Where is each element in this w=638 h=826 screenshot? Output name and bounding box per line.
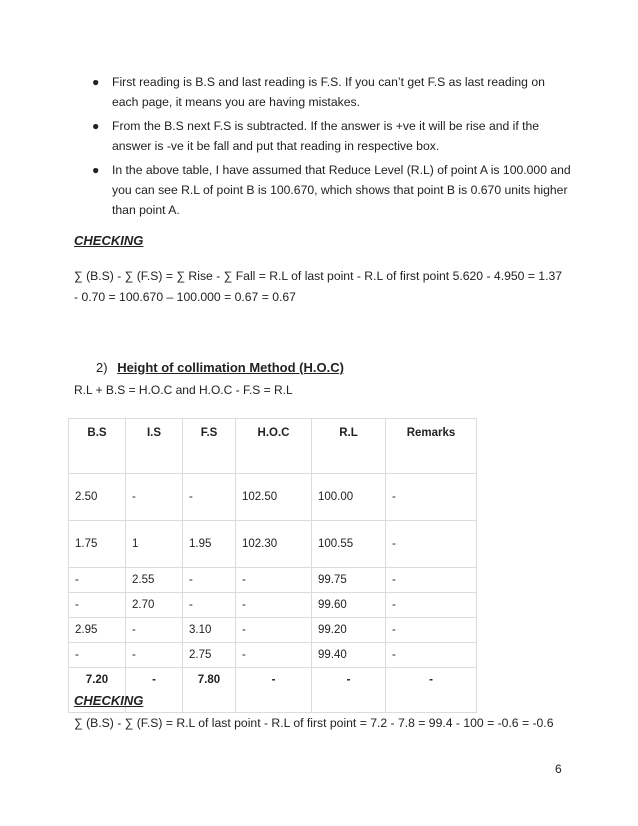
bullet-dot: ● [92,163,100,177]
bullet-text: First reading is B.S and last reading is F.S. If you can’t get F.S as last reading on each page, it means you are having mistakes. [112,75,545,109]
table-cell: - [386,474,477,521]
table-cell: 99.60 [312,593,386,618]
bullet-text: In the above table, I have assumed that Reduce Level (R.L) of point A is 100.000 and you can see R.L of point B is 100.670, which shows that point B is 0.670 units higher than point A. [112,163,571,217]
table-cell: 2.70 [126,593,183,618]
checking-text-1: ∑ (B.S) - ∑ (F.S) = ∑ Rise - ∑ Fall = R.L of last point - R.L of first point 5.620 - 4.950 = 1.37 - 0.70 = 100.670 – 100.000 = 0.67 = 0.67 [74,269,563,304]
header-rl: R.L [312,419,386,474]
table-header-row [69,419,477,474]
table-cell: - [126,618,183,643]
table-row [69,474,477,521]
table-cell: - [386,643,477,668]
total-cell: - [312,668,386,713]
table-cell: 100.00 [312,474,386,521]
table-cell: 99.40 [312,643,386,668]
header-hoc: H.O.C [236,419,312,474]
table-cell: 2.55 [126,568,183,593]
table-cell: 102.50 [236,474,312,521]
table-cell: 100.55 [312,521,386,568]
table-cell: - [183,474,236,521]
total-cell: 7.20 [69,668,126,713]
table-row [69,521,477,568]
table-cell: - [183,593,236,618]
table-cell: - [236,618,312,643]
hoc-table [68,418,477,713]
table-cell: - [69,593,126,618]
header-remarks: Remarks [386,419,477,474]
bullet-dot: ● [92,75,100,89]
table-cell: - [236,568,312,593]
table-cell: 2.95 [69,618,126,643]
method-title: Height of collimation Method (H.O.C) [117,360,344,375]
table-cell: 99.75 [312,568,386,593]
table-cell: - [236,643,312,668]
table-cell: - [386,618,477,643]
table-cell: 99.20 [312,618,386,643]
table-cell: 1.75 [69,521,126,568]
notes-bullet-list [92,72,572,224]
table-cell: - [183,568,236,593]
table-cell: 2.75 [183,643,236,668]
total-cell: - [386,668,477,713]
checking-heading-1: CHECKING [74,233,144,248]
checking-text-2: ∑ (B.S) - ∑ (F.S) = R.L of last point - R.L of first point = 7.2 - 7.8 = 99.4 - 100 = -0.6 = -0.6 [74,716,554,730]
bullet-item [92,116,572,156]
header-is: I.S [126,419,183,474]
table-cell: 3.10 [183,618,236,643]
total-cell: 7.80 [183,668,236,713]
header-bs: B.S [69,419,126,474]
table-row [69,568,477,593]
table-cell: 1.95 [183,521,236,568]
table-cell: 1 [126,521,183,568]
table-cell: - [69,643,126,668]
method-formula: R.L + B.S = H.O.C and H.O.C - F.S = R.L [74,383,293,397]
table-cell: - [69,568,126,593]
bullet-dot: ● [92,119,100,133]
table-cell: - [126,474,183,521]
table-cell: - [386,568,477,593]
table-cell: 2.50 [69,474,126,521]
table-cell: - [386,521,477,568]
bullet-text: From the B.S next F.S is subtracted. If the answer is +ve it will be rise and if the answer is -ve it be fall and put that reading in respective box. [112,119,540,153]
checking-heading-2: CHECKING [74,693,144,708]
total-cell: - [236,668,312,713]
page-number: 6 [555,762,562,776]
table-cell: - [126,643,183,668]
table-row [69,643,477,668]
table-row [69,618,477,643]
table-row [69,593,477,618]
table-cell: - [236,593,312,618]
total-cell: - [126,668,183,713]
header-fs: F.S [183,419,236,474]
method-number: 2) [96,360,108,375]
table-cell: 102.30 [236,521,312,568]
table-cell: - [386,593,477,618]
bullet-item [92,72,572,112]
method-heading [96,360,344,375]
bullet-item [92,160,572,220]
